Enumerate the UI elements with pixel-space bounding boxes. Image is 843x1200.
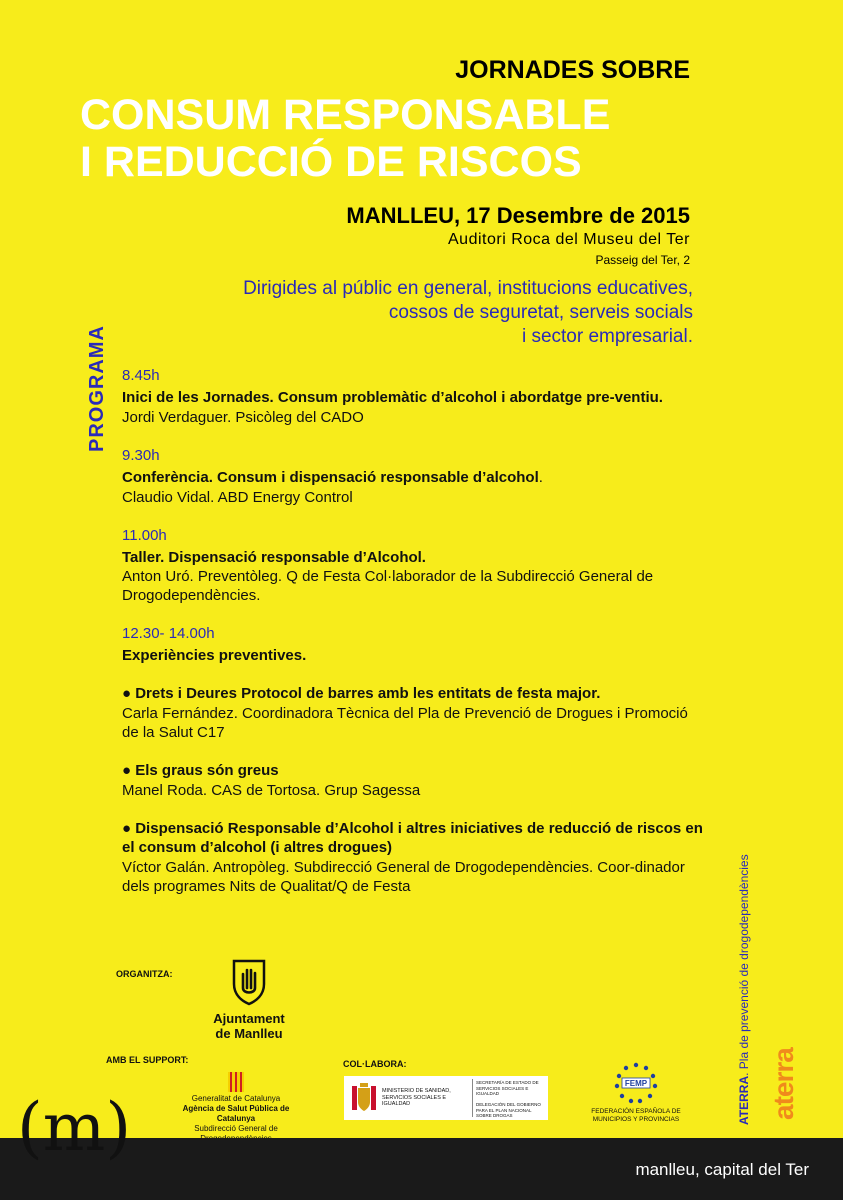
session-item bbox=[122, 819, 704, 896]
footer-tagline: manlleu, capital del Ter bbox=[635, 1160, 809, 1179]
event-date: MANLLEU, 17 Desembre de 2015 bbox=[346, 203, 690, 228]
main-title bbox=[80, 92, 610, 186]
manlleu-m-logo bbox=[15, 1078, 132, 1178]
catalan-flag-icon bbox=[228, 1072, 244, 1092]
program-list bbox=[122, 366, 704, 915]
audience-line2: cossos de seguretat, serveis socials bbox=[388, 302, 693, 323]
program-title: Experiències preventives. bbox=[122, 647, 307, 664]
program-speaker: Claudio Vidal. ABD Energy Control bbox=[122, 489, 353, 506]
program-title: Conferència. Consum i dispensació responsable d’alcohol bbox=[122, 469, 539, 486]
audience-line3: i sector empresarial. bbox=[521, 326, 693, 347]
session-speaker: Manel Roda. CAS de Tortosa. Grup Sagessa bbox=[122, 782, 421, 799]
spain-coat-icon bbox=[350, 1082, 378, 1114]
ajuntament-line1: Ajuntament bbox=[213, 1011, 285, 1026]
organitza-label: ORGANITZA: bbox=[116, 969, 173, 979]
colabora-label: COL·LABORA: bbox=[343, 1059, 407, 1069]
session-title: ● Dispensació Responsable d’Alcohol i altres iniciatives de reducció de riscos en el consum d’alcohol (i altres drogues) bbox=[122, 820, 703, 856]
aterra-caption bbox=[737, 854, 751, 1125]
programa-label: PROGRAMA bbox=[86, 325, 108, 452]
generalitat-logo bbox=[166, 1072, 306, 1144]
session-title: ● Drets i Deures Protocol de barres amb les entitats de festa major. bbox=[122, 685, 601, 702]
ministerio-right2: DELEGACIÓN DEL GOBIERNO PARA EL PLAN NACIONAL SOBRE DROGAS bbox=[476, 1102, 541, 1118]
aterra-caption-bold: ATERRA bbox=[737, 1075, 751, 1125]
gen-line2: Agència de Salut Pública de Catalunya bbox=[182, 1104, 290, 1123]
ministerio-logo bbox=[344, 1076, 548, 1120]
program-title: Taller. Dispensació responsable d’Alcohol. bbox=[122, 549, 426, 566]
program-item bbox=[122, 446, 704, 507]
pretitle: JORNADES SOBRE bbox=[455, 56, 690, 84]
program-title-suffix: . bbox=[538, 469, 543, 486]
aterra-logo-text: aterra bbox=[768, 1048, 799, 1120]
event-venue: Auditori Roca del Museu del Ter bbox=[448, 231, 690, 248]
session-speaker: Víctor Galán. Antropòleg. Subdirecció General de Drogodependències. Coor-dinador dels programes Nits de Qualitat/Q de Festa bbox=[122, 859, 685, 895]
program-time: 9.30h bbox=[122, 447, 160, 464]
femp-line1: FEDERACIÓN ESPAÑOLA DE bbox=[591, 1108, 681, 1115]
ajuntament-logo bbox=[204, 958, 294, 1041]
session-speaker: Carla Fernández. Coordinadora Tècnica del Pla de Prevenció de Drogues i Promoció de la Salut C17 bbox=[122, 705, 688, 741]
program-speaker: Anton Uró. Preventòleg. Q de Festa Col·laborador de la Subdirecció General de Drogodependències. bbox=[122, 568, 654, 604]
femp-abbr: FEMP bbox=[624, 1079, 648, 1088]
session-item bbox=[122, 684, 704, 742]
program-time: 12.30- 14.00h bbox=[122, 625, 215, 642]
program-item bbox=[122, 526, 704, 605]
program-item bbox=[122, 366, 704, 427]
ministerio-right1: SECRETARÍA DE ESTADO DE SERVICIOS SOCIALES E IGUALDAD bbox=[476, 1080, 539, 1096]
shield-hand-icon bbox=[231, 958, 267, 1006]
m-logo-text: (m) bbox=[17, 1089, 132, 1166]
audience-line1: Dirigides al públic en general, institucions educatives, bbox=[243, 278, 693, 299]
ministerio-left: MINISTERIO DE SANIDAD, SERVICIOS SOCIALES E IGUALDAD bbox=[382, 1088, 451, 1107]
program-time: 8.45h bbox=[122, 367, 160, 384]
session-item bbox=[122, 761, 704, 800]
program-speaker: Jordi Verdaguer. Psicòleg del CADO bbox=[122, 409, 364, 426]
event-address: Passeig del Ter, 2 bbox=[595, 253, 690, 267]
main-title-line1: CONSUM RESPONSABLE bbox=[80, 91, 611, 139]
gen-line1: Generalitat de Catalunya bbox=[191, 1094, 281, 1103]
program-title: Inici de les Jornades. Consum problemàtic d’alcohol i abordatge pre-ventiu. bbox=[122, 389, 663, 406]
main-title-line2: I REDUCCIÓ DE RISCOS bbox=[80, 138, 582, 186]
aterra-logo bbox=[768, 1020, 798, 1120]
aterra-caption-rest: . Pla de prevenció de drogodependències bbox=[737, 854, 751, 1076]
program-time: 11.00h bbox=[122, 527, 167, 544]
femp-text bbox=[588, 1108, 684, 1124]
program-item bbox=[122, 624, 704, 665]
program-title-row bbox=[122, 468, 704, 487]
femp-line2: MUNICIPIOS Y PROVINCIAS bbox=[592, 1116, 680, 1123]
support-label: AMB EL SUPPORT: bbox=[106, 1055, 189, 1065]
gen-line3: Subdirecció General de bbox=[194, 1124, 278, 1133]
ajuntament-line2: de Manlleu bbox=[215, 1026, 283, 1041]
audience-text bbox=[133, 277, 693, 349]
ministerio-divider bbox=[472, 1079, 473, 1117]
session-title: ● Els graus són greus bbox=[122, 762, 279, 779]
